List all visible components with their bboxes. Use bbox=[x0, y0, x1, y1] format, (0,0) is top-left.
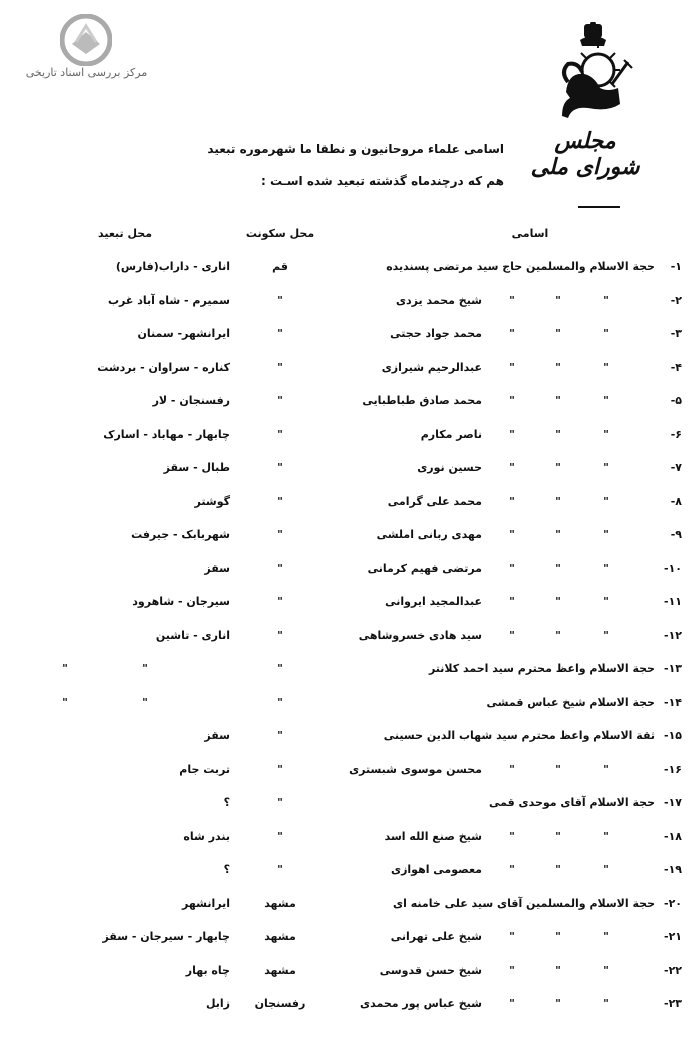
deportation-value: تربت جام bbox=[179, 762, 230, 776]
residence-value: " bbox=[277, 729, 283, 742]
ditto-mark: " bbox=[555, 997, 561, 1010]
person-name: محمد علی گرامی bbox=[387, 494, 482, 508]
ditto-mark: " bbox=[555, 762, 561, 776]
ditto-mark: " bbox=[555, 561, 561, 575]
person-name: سید هادی خسروشاهی bbox=[358, 628, 482, 642]
ditto-mark: " bbox=[603, 997, 609, 1010]
row-number: ۲۰- bbox=[663, 896, 682, 910]
person-name: شیخ علی تهرانی bbox=[390, 930, 482, 943]
person-name: عبدالرحیم شیرازی bbox=[381, 360, 482, 374]
residence-value: مشهد bbox=[264, 963, 296, 977]
row-number: ۲۳- bbox=[663, 997, 682, 1010]
ditto-mark: " bbox=[603, 327, 609, 340]
ditto-mark: " bbox=[555, 829, 561, 843]
ditto-mark: " bbox=[509, 963, 515, 977]
residence-value: " bbox=[277, 528, 283, 541]
deportation-value: کناره - سراوان - بردشت bbox=[97, 360, 230, 374]
document-title-line-2: هم که درچندماه گذشته تبعید شده اسـت : bbox=[260, 174, 504, 188]
ditto-mark: " bbox=[555, 863, 561, 876]
ditto-mark: " bbox=[509, 327, 515, 340]
list-item bbox=[0, 459, 700, 483]
residence-value: " bbox=[277, 762, 283, 776]
ditto-mark: " bbox=[603, 427, 609, 441]
deportation-value: سیرجان - شاهرود bbox=[132, 595, 230, 608]
deportation-value: رفسنجان - لار bbox=[152, 394, 230, 407]
person-name: ثقة الاسلام واعظ محترم سید شهاب الدین حسینی bbox=[383, 729, 655, 742]
deportation-value: " bbox=[62, 695, 68, 709]
residence-value: " bbox=[277, 461, 283, 474]
ditto-mark: " bbox=[603, 930, 609, 943]
row-number: ۵- bbox=[670, 394, 682, 407]
deportation-value: طبال - سقز bbox=[163, 461, 230, 474]
residence-value: " bbox=[277, 829, 283, 843]
residence-value: " bbox=[277, 863, 283, 876]
row-number: ۱۳- bbox=[663, 662, 682, 675]
column-header-names: اسامی bbox=[511, 227, 549, 240]
ditto-mark: " bbox=[509, 561, 515, 575]
residence-value: مشهد bbox=[264, 930, 296, 943]
row-number: ۱۷- bbox=[663, 796, 682, 809]
residence-value: مشهد bbox=[264, 896, 296, 910]
watermark bbox=[14, 14, 154, 86]
ditto-mark: " bbox=[555, 327, 561, 340]
row-number: ۱۹- bbox=[663, 863, 682, 876]
list-item bbox=[0, 560, 700, 584]
ditto-mark: " bbox=[509, 494, 515, 508]
ditto-mark: " bbox=[555, 293, 561, 307]
deportation-value: سمیرم - شاه آباد غرب bbox=[108, 293, 230, 307]
ditto-mark: " bbox=[509, 595, 515, 608]
list-item bbox=[0, 761, 700, 785]
person-name: مهدی ربانی املشی bbox=[376, 528, 482, 541]
row-number: ۱۸- bbox=[663, 829, 682, 843]
row-number: ۴- bbox=[670, 360, 682, 374]
ditto-mark: " bbox=[509, 863, 515, 876]
ditto-mark: " bbox=[555, 628, 561, 642]
person-name: مرتضی فهیم کرمانی bbox=[367, 561, 482, 575]
person-name: حجة الاسلام والمسلمین حاج سید مرتضی پسندیده bbox=[386, 260, 655, 273]
list-item bbox=[0, 995, 700, 1019]
list-item bbox=[0, 828, 700, 852]
list-item bbox=[0, 727, 700, 751]
residence-value: " bbox=[277, 394, 283, 407]
deportation-value: بندر شاه bbox=[183, 829, 230, 843]
person-name: معصومی اهوازی bbox=[390, 863, 482, 876]
list-item bbox=[0, 694, 700, 718]
residence-value: رفسنجان bbox=[254, 997, 306, 1010]
ditto-mark: " bbox=[509, 293, 515, 307]
list-item bbox=[0, 660, 700, 684]
column-header-deportation: محل تبعید bbox=[97, 227, 153, 240]
ditto-mark: " bbox=[555, 360, 561, 374]
ditto-mark: " bbox=[509, 997, 515, 1010]
ditto-mark: " bbox=[509, 628, 515, 642]
row-number: ۹- bbox=[670, 528, 682, 541]
residence-value: " bbox=[277, 360, 283, 374]
ditto-mark: " bbox=[555, 528, 561, 541]
row-number: ۱۱- bbox=[663, 595, 682, 608]
person-name: شیخ صنع الله اسد bbox=[384, 829, 482, 843]
deportation-value: ؟ bbox=[223, 796, 230, 809]
list-item bbox=[0, 493, 700, 517]
ditto-mark: " bbox=[509, 762, 515, 776]
ditto-mark: " bbox=[555, 595, 561, 608]
list-item bbox=[0, 928, 700, 952]
row-number: ۲۲- bbox=[663, 963, 682, 977]
ditto-mark: " bbox=[603, 561, 609, 575]
list-item bbox=[0, 895, 700, 919]
person-name: ناصر مکارم bbox=[420, 427, 482, 441]
ditto-mark: " bbox=[509, 829, 515, 843]
ditto-mark: " bbox=[603, 863, 609, 876]
deportation-value: " bbox=[142, 695, 148, 709]
ditto-mark: " bbox=[555, 494, 561, 508]
ditto-mark: " bbox=[603, 461, 609, 474]
list-item bbox=[0, 861, 700, 885]
ditto-mark: " bbox=[509, 528, 515, 541]
row-number: ۲- bbox=[670, 293, 682, 307]
deportation-value: " bbox=[62, 662, 68, 675]
ditto-mark: " bbox=[509, 360, 515, 374]
deportation-value: چابهار - سیرجان - سقز bbox=[102, 930, 230, 943]
deportation-value: اناری - تاشین bbox=[155, 628, 230, 642]
ditto-mark: " bbox=[509, 930, 515, 943]
residence-value: " bbox=[277, 494, 283, 508]
person-name: شیخ عباس پور محمدی bbox=[360, 997, 482, 1010]
row-number: ۱۲- bbox=[663, 628, 682, 642]
residence-value: " bbox=[277, 561, 283, 575]
divider bbox=[578, 206, 620, 208]
list-item bbox=[0, 325, 700, 349]
list-item bbox=[0, 962, 700, 986]
row-number: ۷- bbox=[670, 461, 682, 474]
ditto-mark: " bbox=[555, 930, 561, 943]
row-number: ۱۵- bbox=[663, 729, 682, 742]
person-name: عبدالمجید ایروانی bbox=[385, 595, 482, 608]
watermark-text: مرکز بررسی اسناد تاریخی bbox=[25, 66, 148, 79]
row-number: ۲۱- bbox=[663, 930, 682, 943]
ditto-mark: " bbox=[603, 829, 609, 843]
ditto-mark: " bbox=[603, 494, 609, 508]
ditto-mark: " bbox=[555, 394, 561, 407]
person-name: محمد صادق طباطبایی bbox=[362, 394, 482, 407]
deportation-value: ایرانشهر bbox=[182, 896, 230, 910]
person-name: محسن موسوی شبستری bbox=[349, 762, 482, 776]
residence-value: " bbox=[277, 662, 283, 675]
deportation-value: چابهار - مهاباد - اسارک bbox=[103, 427, 230, 441]
residence-value: " bbox=[277, 427, 283, 441]
ditto-mark: " bbox=[603, 762, 609, 776]
list-item bbox=[0, 526, 700, 550]
list-item bbox=[0, 359, 700, 383]
ditto-mark: " bbox=[603, 360, 609, 374]
row-number: ۸- bbox=[670, 494, 682, 508]
row-number: ۳- bbox=[670, 327, 682, 340]
ditto-mark: " bbox=[555, 461, 561, 474]
row-number: ۱- bbox=[670, 260, 682, 273]
deportation-value: گوشتر bbox=[194, 494, 230, 508]
ditto-mark: " bbox=[555, 427, 561, 441]
person-name: شیخ حسن قدوسی bbox=[379, 963, 482, 977]
deportation-value: ایرانشهر- سمنان bbox=[137, 327, 230, 340]
column-header-residence: محل سکونت bbox=[245, 227, 315, 240]
ditto-mark: " bbox=[509, 461, 515, 474]
list-item bbox=[0, 258, 700, 282]
ditto-mark: " bbox=[603, 963, 609, 977]
ditto-mark: " bbox=[603, 528, 609, 541]
ditto-mark: " bbox=[603, 293, 609, 307]
person-name: حجة الاسلام شیخ عباس قمشی bbox=[486, 695, 655, 709]
ditto-mark: " bbox=[603, 628, 609, 642]
ditto-mark: " bbox=[555, 963, 561, 977]
person-name: حجة الاسلام واعظ محترم سید احمد کلانتر bbox=[428, 662, 655, 675]
residence-value: " bbox=[277, 327, 283, 340]
deportation-value: سقز bbox=[204, 561, 230, 575]
person-name: حسین نوری bbox=[417, 461, 482, 474]
ditto-mark: " bbox=[603, 394, 609, 407]
residence-value: " bbox=[277, 695, 283, 709]
row-number: ۱۰- bbox=[663, 561, 682, 575]
list-item bbox=[0, 426, 700, 450]
residence-value: " bbox=[277, 293, 283, 307]
person-name: حجة الاسلام والمسلمین آقای سید علی خامنه ای bbox=[393, 896, 655, 910]
document-title-line-1: اسامی علماء مروحانیون و نطقا ما شهرموره تبعید bbox=[207, 142, 504, 156]
deportation-value: سقز bbox=[204, 729, 230, 742]
deportation-value: ؟ bbox=[223, 863, 230, 876]
deportation-value: شهربابک - جیرفت bbox=[131, 528, 230, 541]
list-item bbox=[0, 627, 700, 651]
residence-value: قم bbox=[272, 260, 288, 273]
list-item bbox=[0, 392, 700, 416]
list-item bbox=[0, 292, 700, 316]
deportation-value: اناری - داراب(فارس) bbox=[115, 260, 230, 273]
residence-value: " bbox=[277, 595, 283, 608]
person-name: حجة الاسلام آقای موحدی قمی bbox=[489, 796, 655, 809]
ditto-mark: " bbox=[509, 427, 515, 441]
row-number: ۱۶- bbox=[663, 762, 682, 776]
deportation-value: " bbox=[142, 662, 148, 675]
row-number: ۱۴- bbox=[663, 695, 682, 709]
book-logo-icon bbox=[60, 14, 112, 66]
residence-value: " bbox=[277, 628, 283, 642]
residence-value: " bbox=[277, 796, 283, 809]
row-number: ۶- bbox=[670, 427, 682, 441]
list-item bbox=[0, 794, 700, 818]
ditto-mark: " bbox=[603, 595, 609, 608]
person-name: محمد جواد حجتی bbox=[390, 327, 482, 340]
lion-and-sun-emblem-icon bbox=[548, 22, 638, 132]
person-name: شیخ محمد یزدی bbox=[395, 293, 482, 307]
parliament-title: مجلس شورای ملی bbox=[530, 128, 640, 180]
deportation-value: زابل bbox=[205, 997, 230, 1010]
ditto-mark: " bbox=[509, 394, 515, 407]
list-item bbox=[0, 593, 700, 617]
deportation-value: چاه بهار bbox=[185, 963, 230, 977]
